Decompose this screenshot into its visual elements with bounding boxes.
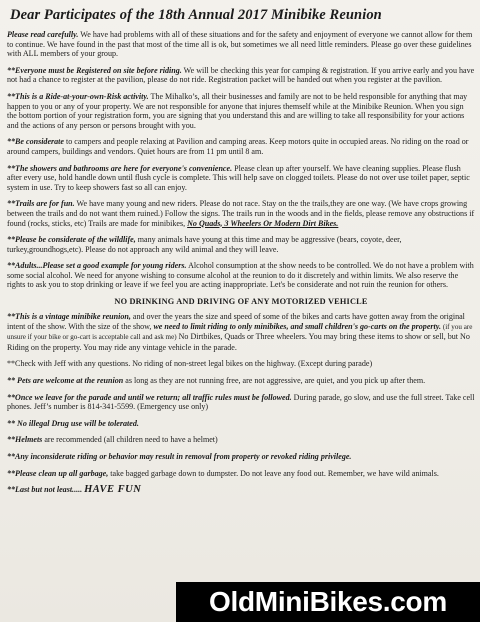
- rule-lead: **Please be considerate of the wildlife,: [7, 235, 136, 245]
- rule-tail: No Quads, 3 Wheelers Or Modern Dirt Bikes.: [187, 218, 339, 228]
- rule-lead: **Any inconsiderate riding or behavior may result in removal from property or revoked riding privilege.: [7, 452, 352, 461]
- rule-garbage: [7, 469, 475, 479]
- rule-text: During parade, go slow, and use the full street. Take cell phones. Jeff’s number is 814-341-5599. (Emergency use only): [7, 392, 475, 412]
- rule-own-risk: [7, 92, 475, 130]
- rule-text: We will be checking this year for camping & registration. If you arrive early and you have not had a chance to register at the pavilion, please do not ride. Registration packet will be handed out when you register at the pavilion.: [7, 65, 475, 85]
- rule-text: Alcohol consumption at the show needs to be controlled. We do not have a problem with some social alcohol. We need for anyone wishing to consume alcohol at the reunion to do it discretely and within limits. We also reserve the rights to ask you to stop drinking or leave if we feel you are acting inappropriate. Let's be considerate and not ruin the reunion for others.: [7, 261, 474, 290]
- intro-lead: Please read carefully.: [7, 30, 79, 39]
- section-heading: NO DRINKING AND DRIVING OF ANY MOTORIZED VEHICLE: [114, 297, 368, 307]
- rule-text: The Mihalko’s, all their businesses and family are not to be held responsible for anything that may happen to you or any of your property. We are not responsible for anyone that injures themself while at the Minibike Reunion. When you sign the bottom portion of your registration form, you are signing that you understand this and are willing to take all responsibility for your actions and the actions of any person or persons brought with you.: [7, 91, 468, 130]
- page-title: Dear Participates of the 18th Annual 2017 Minibike Reunion: [10, 7, 382, 23]
- rule-drugs: [7, 419, 475, 429]
- rule-check-jeff: [7, 359, 475, 369]
- rule-behavior: [7, 452, 475, 462]
- rule-emphasis: we need to limit riding to only minibikes, and small children's go-carts on the property.: [153, 321, 442, 331]
- rule-lead: **Trails are for fun.: [7, 199, 75, 209]
- rule-lead: **Be considerate: [7, 137, 64, 147]
- watermark-banner: [176, 582, 480, 622]
- intro-text: We have had problems with all of these situations and for the safety and enjoyment of everyone we cannot allow for them to continue. We have found in the past that most of the time all is ok, but sometimes we all need little reminders. Please go over these guidelines with ALL members of your group.: [7, 30, 473, 59]
- rule-lead: **Everyone must be Registered on site before riding.: [7, 65, 182, 75]
- closing-line: [7, 485, 475, 495]
- rule-text: as long as they are not running free, are not aggressive, are quiet, and you pick up after them.: [123, 376, 426, 386]
- watermark-text: OldMiniBikes.com: [209, 586, 447, 617]
- rule-parade: [7, 393, 475, 412]
- rule-text: No Dirtbikes, Quads or Three wheelers. You may bring these items to show or sell, but No Riding on the property. You may ride any vintage vehicle in the parade.: [7, 332, 470, 352]
- rule-text: Please clean up after yourself. We have cleaning supplies. Please flush after every use, hold handle down until flush cycle is complete. This will help save on clogged toilets. Please do not over use toilet paper, septic system in use. Try to keep showers fast so all can enjoy.: [7, 163, 470, 192]
- rule-lead: ** Pets are welcome at the reunion: [7, 376, 124, 386]
- closing-lead: **Last but not least.....: [7, 485, 83, 495]
- rule-note: (if you are unsure if your bike or go-cart is acceptable call and ask me): [7, 322, 473, 342]
- rule-text: **Check with Jeff with any questions. No riding of non-street legal bikes on the highway. (Except during parade): [7, 359, 373, 369]
- rule-vintage: [7, 312, 475, 352]
- rule-lead: **Adults...Please set a good example for young riders.: [7, 261, 187, 271]
- rule-lead: ** No illegal Drug use will be tolerated.: [7, 418, 139, 428]
- rule-wildlife: [7, 235, 475, 254]
- rule-text: many animals have young at this time and may be aggressive (bears, coyote, deer, turkey,groundhogs,etc). Please do not approach any wild animal and they will leave.: [7, 235, 402, 254]
- rule-text: are recommended (all children need to have a helmet): [42, 435, 218, 445]
- closing-big: HAVE FUN: [84, 484, 142, 496]
- intro-paragraph: [7, 30, 475, 59]
- rule-text: take bagged garbage down to dumpster. Do not leave any food out. Remember, we have wild animals.: [108, 468, 439, 478]
- rule-text: and over the years the size and speed of some of the bikes and carts have gotten away from the original intent of the show. With the size of the show,: [7, 312, 465, 331]
- rule-lead: **Once we leave for the parade and until we return; all traffic rules must be followed.: [7, 392, 292, 402]
- rule-lead: **Please clean up all garbage,: [7, 468, 109, 478]
- document-content: [7, 7, 475, 502]
- rule-pets: [7, 376, 475, 386]
- rule-registration: [7, 66, 475, 85]
- rule-considerate: [7, 137, 475, 156]
- rule-adults: [7, 261, 475, 290]
- rule-text: We have many young and new riders. Please do not race. Stay on the the trails,they are one way. (We have crops growing between the trails and do not want them ruined.) Follow the signs. The trails run in the woods and in the fields, please remove any obstructions if found (rocks, sticks, etc) Trails are made for minibikes,: [7, 199, 475, 228]
- rule-lead: **The showers and bathrooms are here for everyone's convenience.: [7, 163, 233, 173]
- rule-lead: **Helmets: [7, 435, 43, 445]
- rule-lead: **This is a vintage minibike reunion,: [7, 312, 131, 322]
- rule-helmets: [7, 435, 475, 445]
- rule-trails: [7, 199, 475, 228]
- rule-text: to campers and people relaxing at Pavilion and camping areas. Keep motors quite in occupied areas. No riding on the road or around campers, buildings and vendors. Quiet hours are from 11 pm until 8 am.: [7, 137, 469, 156]
- rule-lead: **This is a Ride-at-your-own-Risk activity.: [7, 91, 149, 101]
- rule-showers: [7, 164, 475, 193]
